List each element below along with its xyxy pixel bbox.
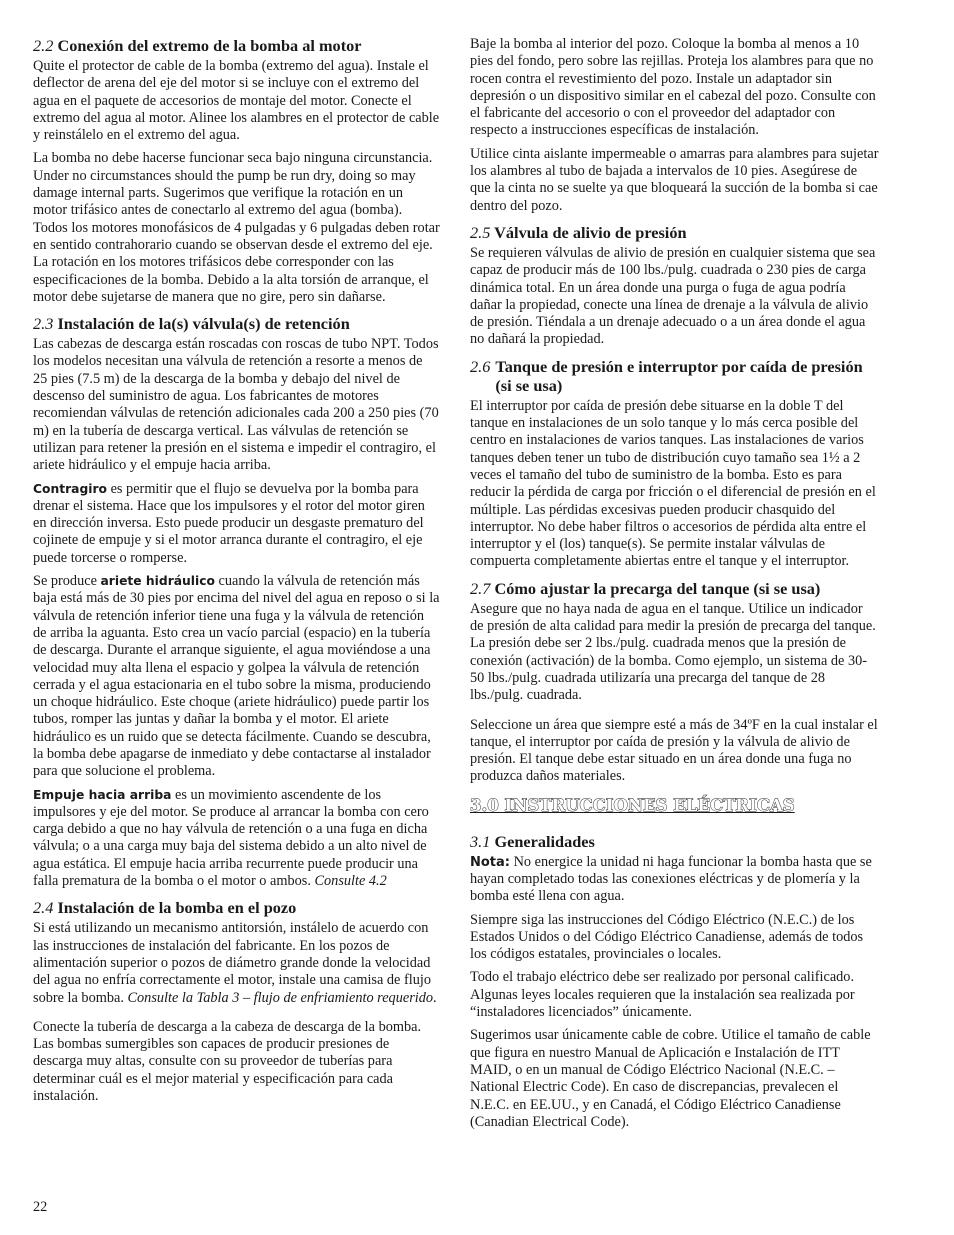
- section-number: 2.2: [33, 36, 54, 55]
- section-title: Instalación de la(s) válvula(s) de retención: [57, 314, 350, 334]
- paragraph: Las cabezas de descarga están roscadas con roscas de tubo NPT. Todos los modelos necesitan una válvula de retención a resorte a menos de 25 pies (7.5 m) de la descarga de la bomba y debajo del nivel de descenso del suministro de agua. Los fabricantes de motores recomiendan válvulas de retención adicionales cada 200 a 250 pies (70 m) en la tubería de descarga vertical. Las válvulas de retención se utilizan para retener la presión en el sistema e impedir el contragiro, el ariete hidráulico y el empuje hacia arriba.: [33, 336, 439, 474]
- paragraph: Sugerimos usar únicamente cable de cobre. Utilice el tamaño de cable que figura en nuestro Manual de Aplicación e Instalación de ITT MAID, o en un manual de Código Eléctrico Nacional (N.E.C. – National Electric Code). En caso de discrepancias, prevalecen el N.E.C. en EE.UU., y en Canadá, el Código Eléctrico Canadiense (Canadian Electrical Code).: [470, 1027, 871, 1130]
- section-heading-2-4: [33, 898, 440, 917]
- paragraph: Baje la bomba al interior del pozo. Coloque la bomba al menos a 10 pies del fondo, pero sobre las rejillas. Proteja los alambres para que no rocen contra el revestimiento del pozo. Instale un adaptador sin depresión o un dispositivo similar en el cabezal del pozo. Consulte con el fabricante del accesorio o con el proveedor del adaptador con respecto a instrucciones específicas de instalación.: [470, 36, 876, 139]
- paragraph-text: Se produce: [33, 573, 101, 590]
- term-contragiro: Contragiro: [33, 481, 107, 496]
- paragraph-empuje: [33, 787, 440, 891]
- cross-reference: Consulte 4.2: [314, 873, 387, 890]
- right-column: [470, 36, 879, 1137]
- section-heading-3-1: [470, 832, 879, 851]
- paragraph-contragiro: [33, 481, 440, 567]
- section-number: 2.6: [470, 356, 491, 376]
- note-label: Nota:: [470, 854, 510, 870]
- paragraph: El interruptor por caída de presión debe situarse en la doble T del tanque en instalaciones de un solo tanque y lo más cerca posible del centro en instalaciones de varios tanques. Las instalaciones de varios tanques deben tener un tubo de distribución cuyo tamaño sea 1½ a 2 veces el tamaño del tubo de suministro de la bomba. Esto es para reducir la pérdida de carga por fricción o el diferencial de presión en el múltiple. Las pérdidas excesivas pueden producir chasquido del interruptor. No debe haber filtros o accesorios de pérdida alta entre el interruptor y el (los) tanque(s). Se permite instalar válvulas de compuerta completamente abiertas entre el tanque y el interruptor.: [470, 397, 876, 570]
- section-title: Tanque de presión e interruptor por caída de presión (si se usa): [495, 356, 863, 395]
- section-heading-2-5: [470, 223, 879, 242]
- paragraph: Se requieren válvulas de alivio de presión en cualquier sistema que sea capaz de producir más de 100 lbs./pulg. cuadrada o 230 pies de carga dinámica total. En un área donde una purga o fuga de agua podría dañar la propiedad, conecte una línea de drenaje a la válvula de alivio de presión. Tiéndala a un drenaje adecuado o a un área donde el agua no dañará la propiedad.: [470, 244, 876, 348]
- paragraph-text: es un movimiento ascendente de los impulsores y eje del motor. Se produce al arrancar la bomba con cero carga debido a que no hay válvula de retención o a una fuga en dicha válvula; o a una carga muy baja del sistema debido a un alto nivel de agua estática. El empuje hacia arriba recurrente puede producir una falla prematura de la bomba o el motor o ambos.: [33, 786, 429, 890]
- section-title: Válvula de alivio de presión: [494, 222, 687, 242]
- section-number: 3.1: [470, 831, 491, 851]
- section-heading-2-7: [470, 579, 879, 598]
- paragraph-text: .: [433, 989, 437, 1006]
- paragraph-text: Si está utilizando un mecanismo antitorsión, instálelo de acuerdo con las instrucciones de instalación del fabricante. En los pozos de alimentación superior o pozos de diámetro grande donde la velocidad del agua no enfría correctamente el motor, instale una camisa de flujo sobre la bomba.: [33, 920, 431, 1006]
- section-number: 2.4: [33, 898, 54, 918]
- cross-reference: Consulte la Tabla 3 – flujo de enfriamiento requerido: [127, 989, 434, 1006]
- paragraph: Asegure que no haya nada de agua en el tanque. Utilice un indicador de presión de alta calidad para medir la presión de precarga del tanque. La presión debe ser 2 lbs./pulg. cuadrada menos que la presión de conexión (activación) de la bomba. Como ejemplo, un sistema de 30-50 lbs./pulg. cuadrada utilizaría una precarga del tanque de 28 lbs./pulg. cuadrada.: [470, 600, 876, 704]
- paragraph-text: No energice la unidad ni haga funcionar la bomba hasta que se hayan completado todas las conexiones eléctricas y de plomería y la bomba esté llena con agua.: [470, 853, 872, 905]
- paragraph: Conecte la tubería de descarga a la cabeza de descarga de la bomba. Las bombas sumergibles son capaces de producir presiones de descarga muy altas, consulte con su proveedor de tuberías para determinar cuál es el mejor material y especificación para cada instalación.: [33, 1018, 422, 1105]
- paragraph: Utilice cinta aislante impermeable o amarras para alambres para sujetar los alambres al tubo de bajada a intervalos de 10 pies. Asegúrese de que la cinta no se suelte ya que bloqueará la succión de la bomba si cae dentro del pozo.: [470, 145, 879, 214]
- paragraph: Siempre siga las instrucciones del Código Eléctrico (N.E.C.) de los Estados Unidos o del Código Eléctrico Canadiense, además de todos los códigos estatales, provinciales o locales.: [470, 911, 864, 963]
- paragraph: La bomba no debe hacerse funcionar seca bajo ninguna circunstancia. Under no circumstances should the pump be run dry, doing so may damage internal parts. Sugerimos que verifique la rotación en un motor trifásico antes de conectarlo al extremo del agua (bomba). Todos los motores monofásicos de 4 pulgadas y 6 pulgadas deben rotar en sentido contrahorario cuando se observan desde el extremo del eje. La rotación en los motores trifásicos debe corresponder con las especificaciones de la bomba. Debido a la alta torsión de arranque, el motor debe sujetarse de manera que no gire, pero sin dañarse.: [33, 150, 440, 305]
- left-column: [33, 36, 440, 1111]
- term-ariete-hidraulico: ariete hidráulico: [100, 574, 215, 589]
- paragraph: Quite el protector de cable de la bomba (extremo del agua). Instale el deflector de arena del eje del motor si se incluye con el extremo del agua en el paquete de accesorios de montaje del motor. Conecte el extremo del agua al motor. Alinee los alambres en el protector de cable y reinstálelo en el extremo del agua.: [33, 58, 440, 144]
- paragraph-text: es permitir que el flujo se devuelva por la bomba para drenar el sistema. Hace que los impulsores y el rotor del motor giren en dirección inversa. Esto puede producir un desgaste prematuro del cojinete de empuje y si el motor arranca durante el contragiro, el eje puede torcerse o romperse.: [33, 480, 425, 566]
- section-title: Cómo ajustar la precarga del tanque (si se usa): [494, 578, 821, 598]
- paragraph-text: cuando la válvula de retención más baja está más de 30 pies por encima del nivel del agua en reposo o si la válvula de retención inferior tiene una fuga y la válvula de retención de arriba la aguanta. Esto crea un vacío parcial (espacio) en la tubería de descarga. Durante el arranque siguiente, el agua moviéndose a una velocidad muy alta llena el espacio y golpea la válvula de retención cerrada y el agua estacionaria en el tubo sobre la misma, produciendo un choque hidráulico. Este choque (ariete hidráulico) puede partir los tubos, romper las juntas y dañar la bomba y el motor. El ariete hidráulico es un ruido que se detecta fácilmente. Cuando se descubra, la bomba debe apagarse de inmediato y debe contactarse al instalador para que solucione el problema.: [33, 573, 440, 780]
- note-paragraph: [470, 854, 879, 906]
- term-empuje-hacia-arriba: Empuje hacia arriba: [33, 787, 172, 802]
- section-heading-2-6: [470, 357, 879, 395]
- paragraph: [33, 920, 440, 1006]
- paragraph: Todo el trabajo eléctrico debe ser realizado por personal calificado. Algunas leyes locales requieren que la instalación sea realizada por “instaladores licenciados” únicamente.: [470, 969, 855, 1021]
- major-section-heading: 3.0 INSTRUCCIONES ELÉCTRICAS: [470, 795, 795, 815]
- section-title: Conexión del extremo de la bomba al motor: [57, 36, 362, 55]
- section-number: 2.3: [33, 314, 54, 334]
- section-title: Generalidades: [494, 831, 595, 851]
- section-heading-2-3: [33, 314, 440, 333]
- section-number: 2.5: [470, 222, 491, 242]
- section-number: 2.7: [470, 578, 491, 598]
- paragraph-ariete: [33, 573, 440, 781]
- section-heading-2-2: [33, 36, 440, 55]
- section-title: Instalación de la bomba en el pozo: [57, 898, 297, 918]
- page-number: 22: [33, 1199, 48, 1215]
- paragraph: Seleccione un área que siempre esté a más de 34ºF en la cual instalar el tanque, el interruptor por caída de presión y la válvula de alivio de presión. El tanque debe estar situado en un área donde una fuga no produzca daños materiales.: [470, 716, 878, 785]
